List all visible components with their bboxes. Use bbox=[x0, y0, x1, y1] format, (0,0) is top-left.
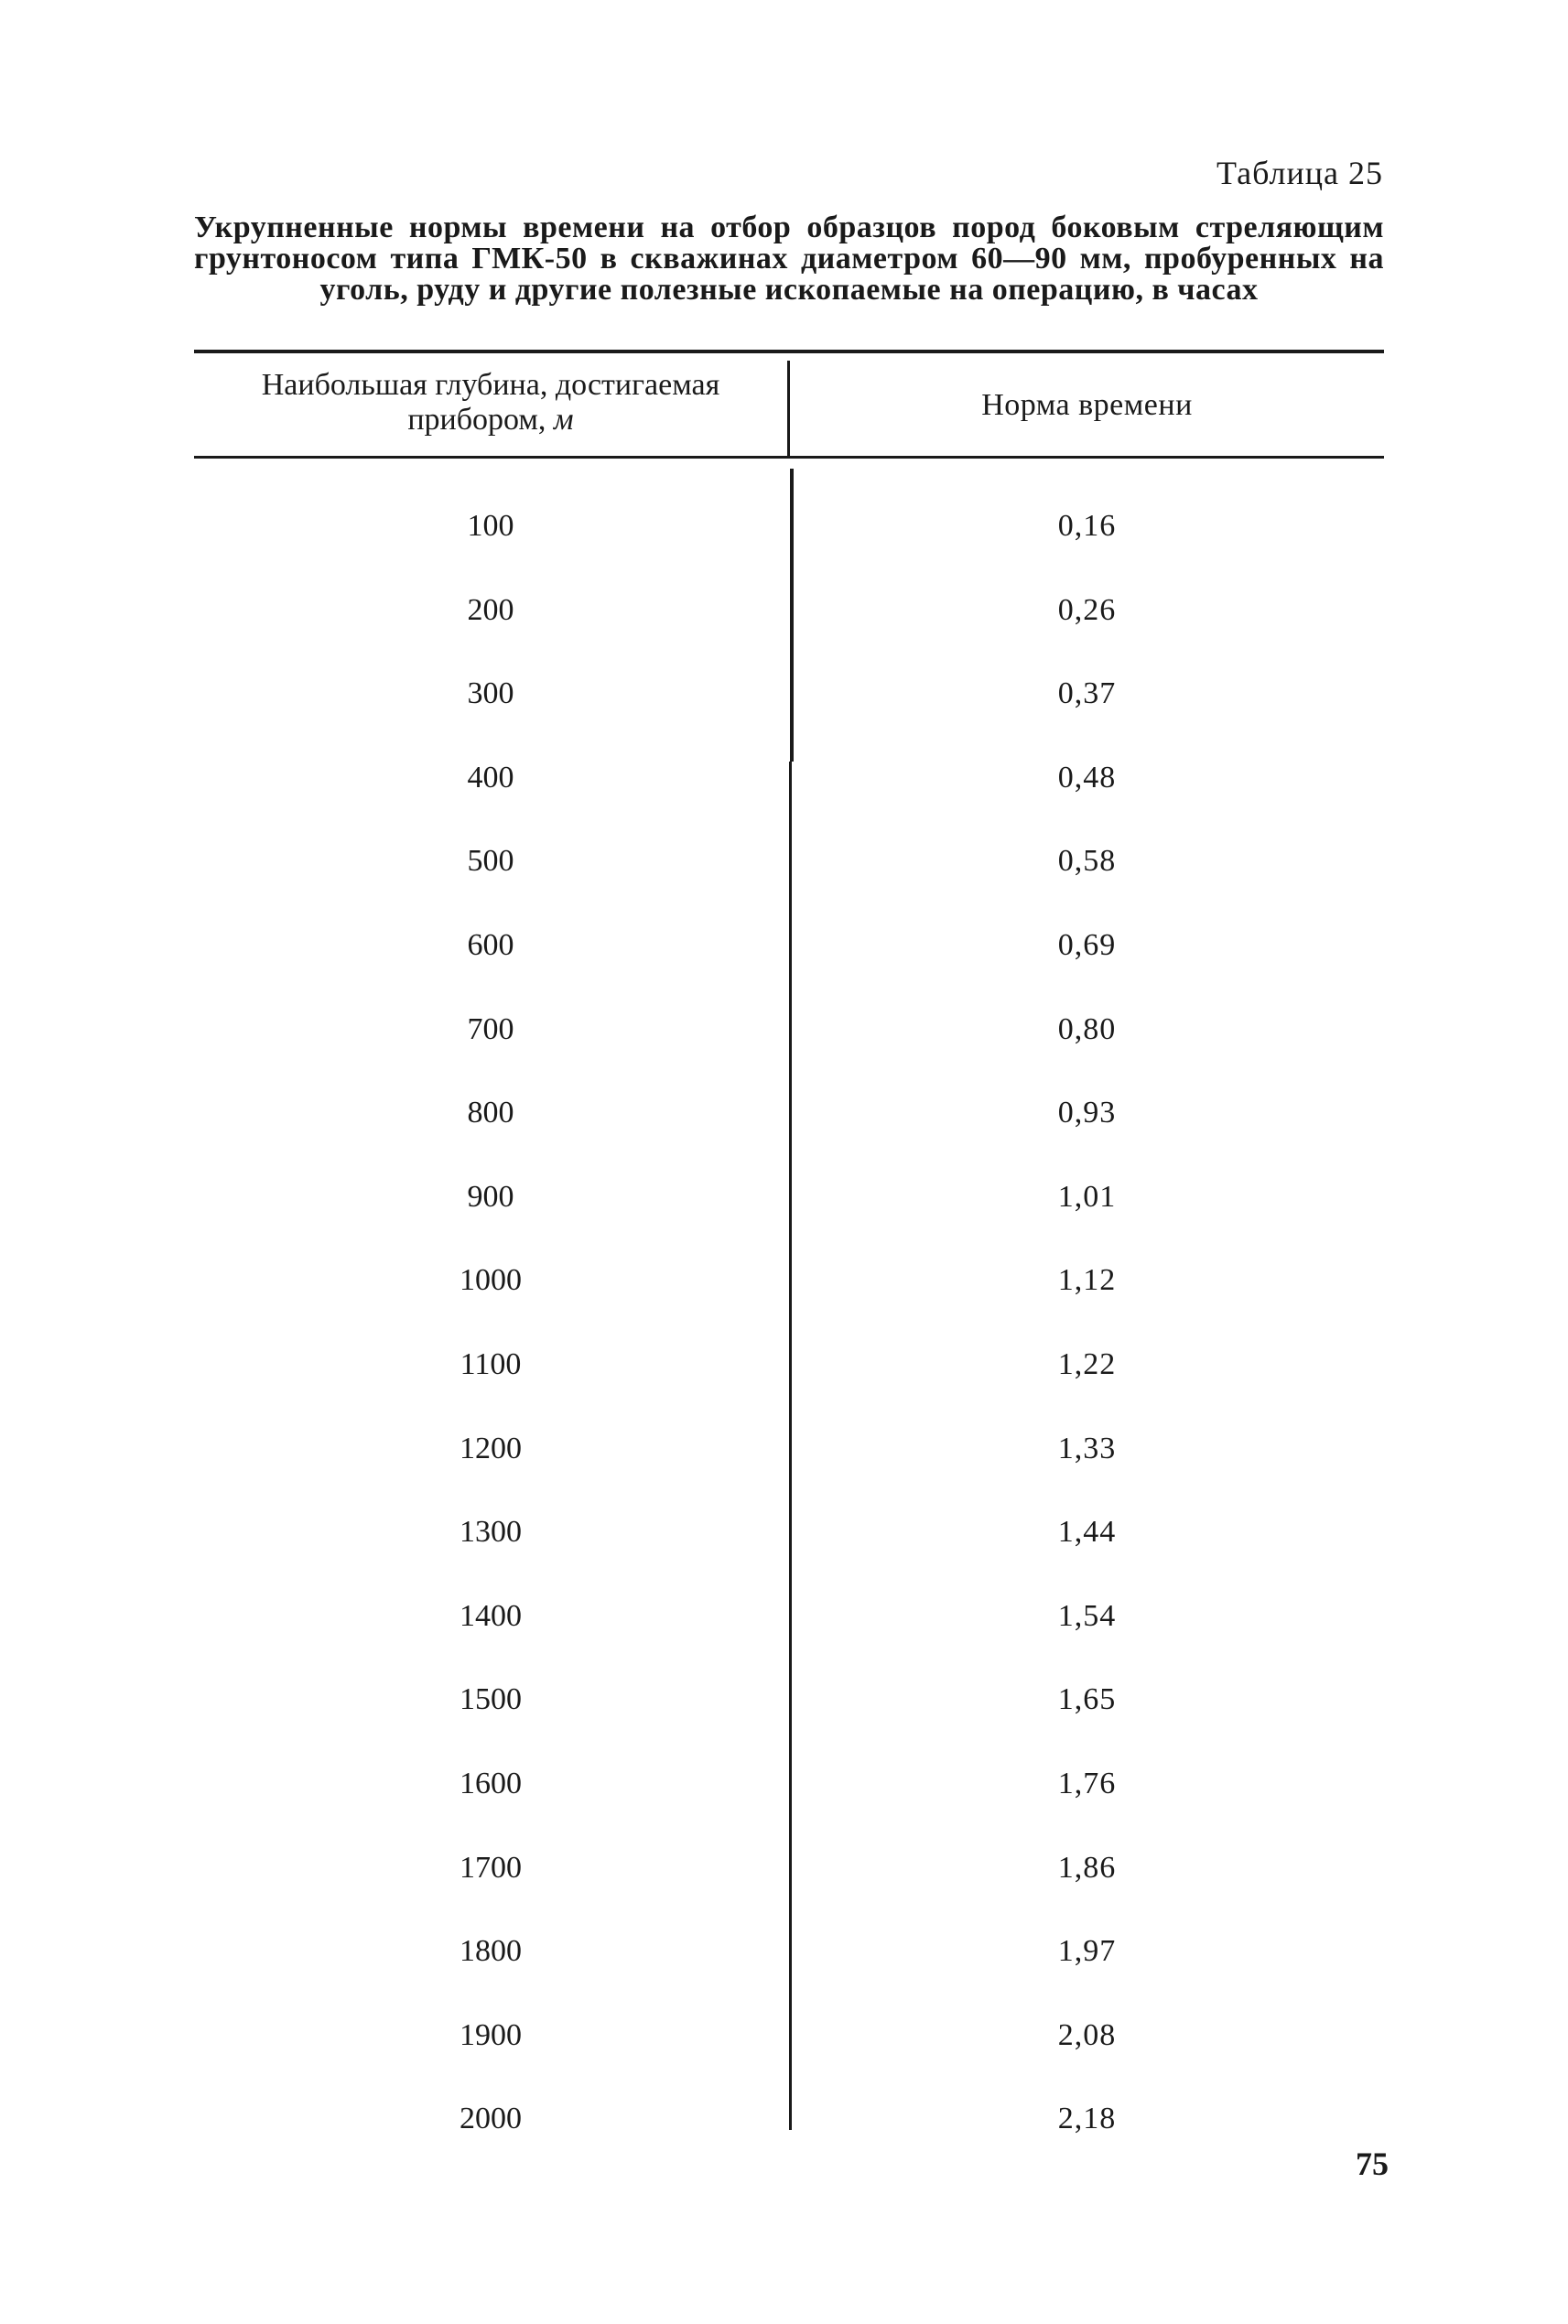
norm-cell: 1,86 bbox=[1057, 1851, 1117, 1885]
header-bottom-rule bbox=[194, 456, 1384, 459]
depth-cell: 400 bbox=[467, 761, 514, 794]
table-caption: Укрупненные нормы времени на отбор образцов пород боковым стреляющим грунтоносом типа ГМК-50 в скважинах диаметром 60—90 мм, пробуренных на уголь, руду и другие полезные ископаемые на операцию, в часах bbox=[194, 211, 1384, 307]
norm-cell: 0,80 bbox=[1057, 1012, 1117, 1046]
table-row bbox=[194, 1432, 1384, 1472]
table-row bbox=[194, 761, 1384, 801]
table-row bbox=[194, 1934, 1384, 1974]
column-header-depth bbox=[194, 368, 787, 438]
table-number: Таблица 25 bbox=[1217, 155, 1383, 191]
depth-cell: 1500 bbox=[460, 1682, 522, 1716]
norm-cell: 0,16 bbox=[1057, 509, 1117, 543]
norm-cell: 0,26 bbox=[1057, 593, 1117, 627]
norm-cell: 1,76 bbox=[1057, 1767, 1117, 1800]
depth-cell: 700 bbox=[467, 1012, 514, 1046]
norm-cell: 1,12 bbox=[1057, 1263, 1117, 1297]
table-row bbox=[194, 1012, 1384, 1053]
norm-cell: 0,69 bbox=[1057, 928, 1117, 962]
depth-cell: 2000 bbox=[460, 2102, 522, 2135]
table-row bbox=[194, 2102, 1384, 2142]
depth-cell: 1300 bbox=[460, 1515, 522, 1549]
depth-cell: 1600 bbox=[460, 1767, 522, 1800]
norm-cell: 0,48 bbox=[1057, 761, 1117, 794]
table-row bbox=[194, 1682, 1384, 1723]
norm-cell: 1,44 bbox=[1057, 1515, 1117, 1549]
depth-cell: 100 bbox=[467, 509, 514, 543]
norm-cell: 2,18 bbox=[1057, 2102, 1117, 2135]
page-number: 75 bbox=[1356, 2146, 1389, 2182]
norm-cell: 2,08 bbox=[1057, 2018, 1117, 2052]
depth-cell: 900 bbox=[467, 1180, 514, 1214]
column-header-depth-unit: м bbox=[553, 403, 574, 437]
depth-cell: 800 bbox=[467, 1096, 514, 1130]
table-row bbox=[194, 928, 1384, 968]
norm-cell: 1,65 bbox=[1057, 1682, 1117, 1716]
norm-cell: 1,54 bbox=[1057, 1599, 1117, 1633]
norm-cell: 0,93 bbox=[1057, 1096, 1117, 1130]
depth-cell: 1900 bbox=[460, 2018, 522, 2052]
table-row bbox=[194, 1096, 1384, 1136]
table-row bbox=[194, 593, 1384, 633]
depth-cell: 1200 bbox=[460, 1432, 522, 1465]
depth-cell: 1700 bbox=[460, 1851, 522, 1885]
norm-cell: 0,58 bbox=[1057, 844, 1117, 878]
depth-cell: 600 bbox=[467, 928, 514, 962]
depth-cell: 1000 bbox=[460, 1263, 522, 1297]
table-row bbox=[194, 1599, 1384, 1639]
table-top-rule bbox=[194, 350, 1384, 353]
norm-cell: 0,37 bbox=[1057, 676, 1117, 710]
depth-cell: 500 bbox=[467, 844, 514, 878]
table-row bbox=[194, 676, 1384, 717]
table-row bbox=[194, 1767, 1384, 1807]
depth-cell: 1400 bbox=[460, 1599, 522, 1633]
table-row bbox=[194, 844, 1384, 884]
table-row bbox=[194, 2018, 1384, 2059]
table-row bbox=[194, 1263, 1384, 1303]
depth-cell: 1800 bbox=[460, 1934, 522, 1968]
norm-cell: 1,33 bbox=[1057, 1432, 1117, 1465]
depth-cell: 300 bbox=[467, 676, 514, 710]
table-row bbox=[194, 1347, 1384, 1388]
table-row bbox=[194, 1180, 1384, 1220]
norm-cell: 1,97 bbox=[1057, 1934, 1117, 1968]
norm-cell: 1,22 bbox=[1057, 1347, 1117, 1381]
depth-cell: 1100 bbox=[460, 1347, 522, 1381]
table-row bbox=[194, 509, 1384, 549]
column-header-depth-label: Наибольшая глубина, достигаемая прибором, bbox=[261, 368, 720, 437]
table-row bbox=[194, 1851, 1384, 1891]
depth-cell: 200 bbox=[467, 593, 514, 627]
norm-cell: 1,01 bbox=[1057, 1180, 1117, 1214]
column-header-norm: Норма времени bbox=[981, 388, 1193, 422]
table-row bbox=[194, 1515, 1384, 1555]
